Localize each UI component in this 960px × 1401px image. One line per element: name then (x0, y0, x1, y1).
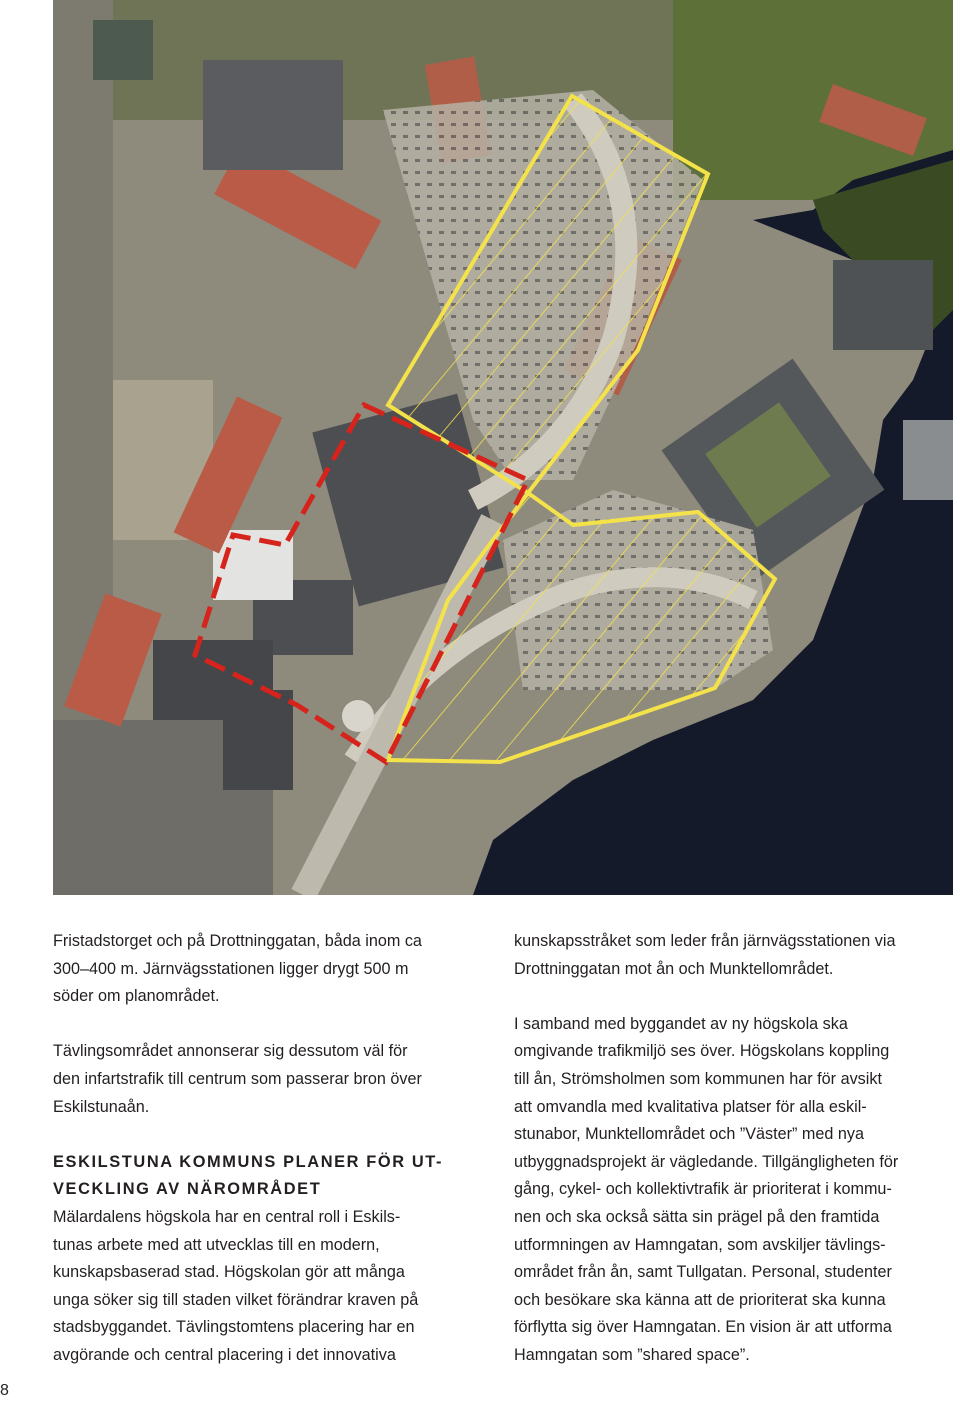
section-heading: ESKILSTUNA KOMMUNS PLANER FÖR UT- VECKLING AV NÄROMRÅDET (53, 1152, 444, 1199)
text-column-right (514, 928, 954, 1370)
paragraph: kunskapsstråket som leder från järnvägsstationen via Drottninggatan mot ån och Munktellområdet. (514, 932, 896, 978)
text-column-left (53, 928, 483, 1370)
paragraph: I samband med byggandet av ny högskola ska omgivande trafikmiljö ses över. Högskolans koppling till ån, Strömsholmen som kommunen har för avsikt att omvandla med kvalitativa platser för alla eskil- stunabor, Munktellområdet och ”Väster” med nya utbyggnadsprojekt är vägledande. Tillgängligheten för gång, cykel- och kollektivtrafik är prioriterat i kommu- nen och ska också sätta sin prägel på den framtida utformningen av Hamngatan, som avskiljer tävlings- området från ån, samt Tullgatan. Personal, studenter och besökare ska känna att de prioriterat ska kunna förflytta sig över Hamngatan. En vision är att utforma Hamngatan som ”shared space”. (514, 1014, 899, 1364)
aerial-map (53, 0, 953, 895)
paragraph: Fristadstorget och på Drottninggatan, båda inom ca 300–400 m. Järnvägsstationen ligger drygt 500 m söder om planområdet. (53, 932, 422, 1006)
paragraph: Tävlingsområdet annonserar sig dessutom väl för den infartstrafik till centrum som passerar bron över Eskilstunaån. (53, 1042, 422, 1116)
page-number: 8 (0, 1382, 9, 1399)
paragraph: Mälardalens högskola har en central roll i Eskils- tunas arbete med att utvecklas till en modern, kunskapsbaserad stad. Högskolan gör att många unga söker sig till staden vilket förändrar kraven på stadsbyggandet. Tävlingstomtens placering har en avgörande och central placering i det innovativa (53, 1207, 419, 1364)
